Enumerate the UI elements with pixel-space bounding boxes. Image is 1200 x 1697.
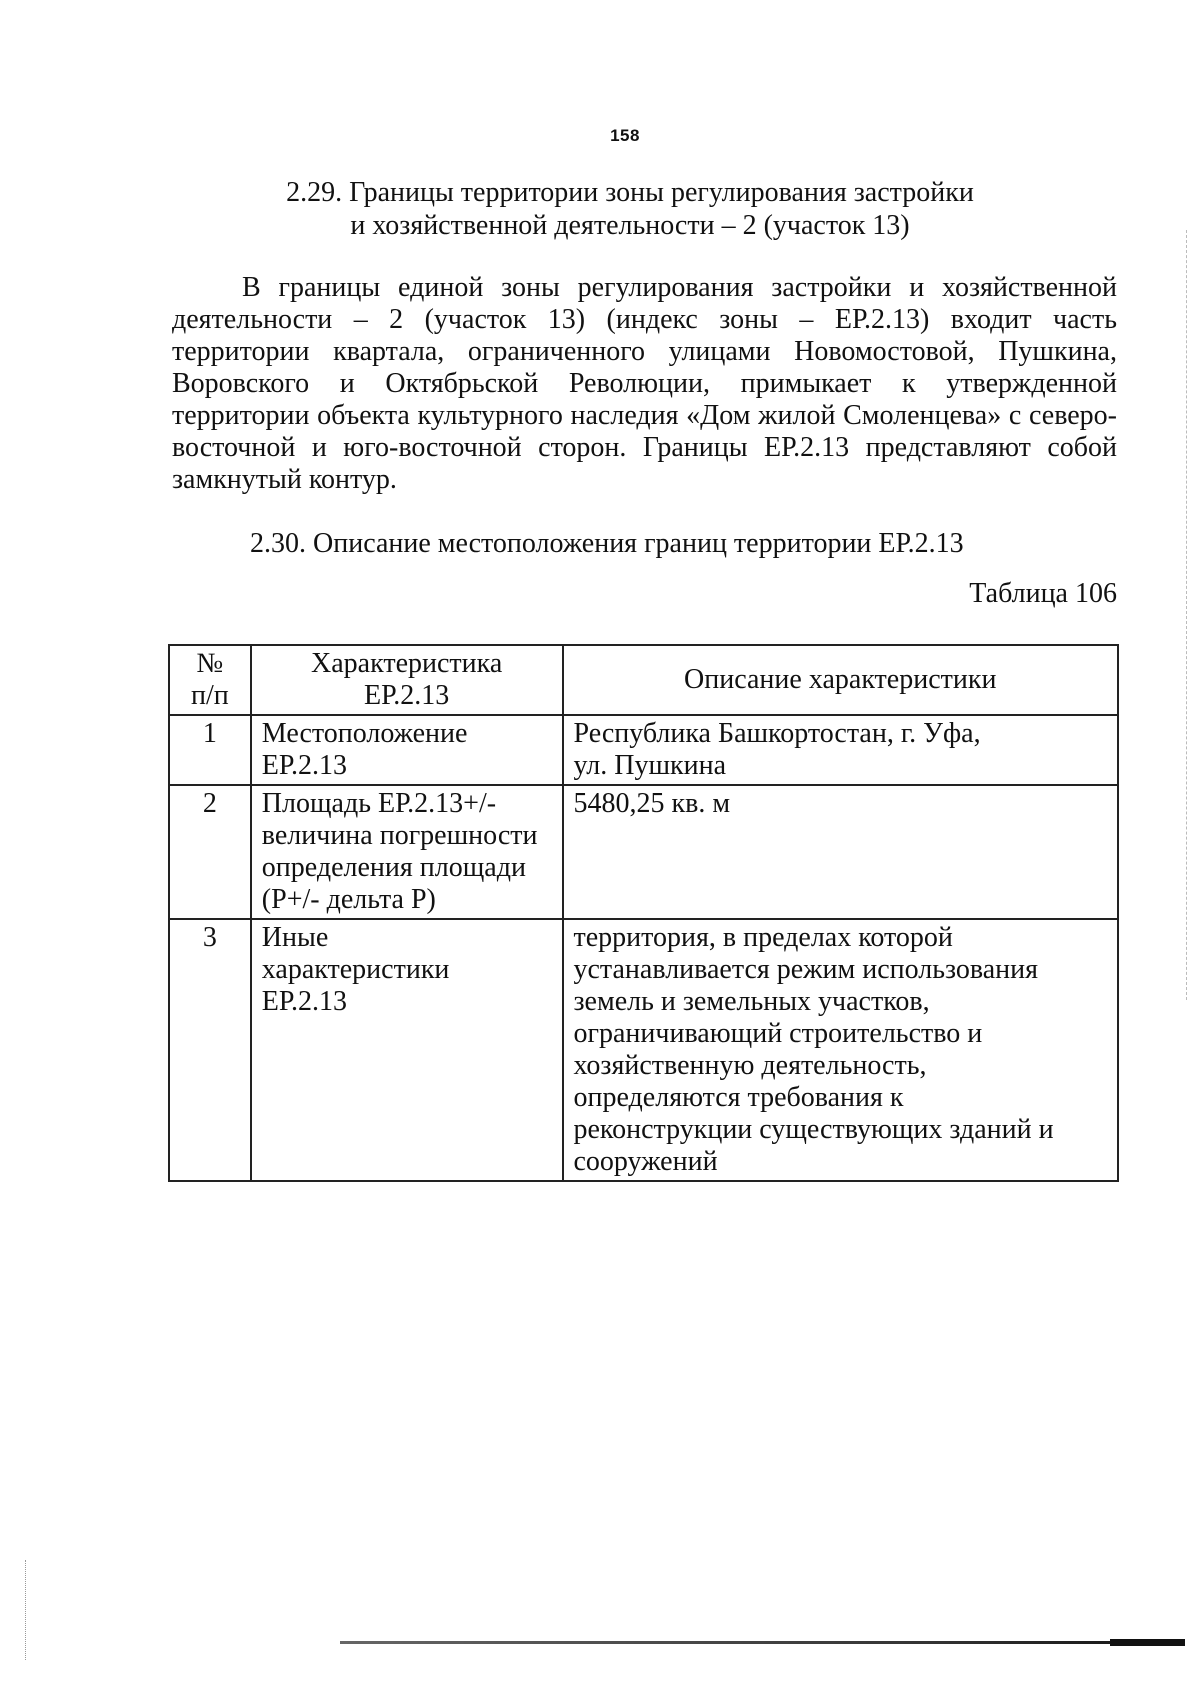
section-heading-line-2: и хозяйственной деятельности – 2 (участок 13) [350, 210, 910, 241]
scan-edge-artifact [1186, 230, 1188, 1000]
scan-bottom-line-thick [1110, 1639, 1185, 1646]
header-number [169, 645, 251, 715]
row-characteristic: Площадь ЕР.2.13+/- величина погрешности определения площади (Р+/- дельта Р) [251, 785, 563, 919]
scan-edge-artifact [25, 1560, 27, 1660]
characteristics-table [168, 644, 1119, 1182]
table-caption: Таблица 106 [969, 578, 1117, 609]
header-characteristic-line-2: ЕР.2.13 [364, 680, 450, 711]
row-description: Республика Башкортостан, г. Уфа, ул. Пушкина [563, 715, 1119, 785]
header-description: Описание характеристики [563, 645, 1119, 715]
section-heading [150, 176, 1110, 242]
row-characteristic: Местоположение ЕР.2.13 [251, 715, 563, 785]
scan-bottom-line [340, 1641, 1185, 1644]
row-number: 3 [169, 919, 251, 1181]
header-number-line-2: п/п [191, 680, 229, 711]
table-row [169, 785, 1118, 919]
section-heading-line-1: 2.29. Границы территории зоны регулирования застройки [286, 177, 974, 208]
table-header-row [169, 645, 1118, 715]
header-number-line-1: № [196, 648, 224, 679]
page-number: 158 [610, 126, 640, 145]
header-characteristic [251, 645, 563, 715]
table-row [169, 919, 1118, 1181]
row-number: 1 [169, 715, 251, 785]
body-paragraph: В границы единой зоны регулирования застройки и хозяйственной деятельности – 2 (участок 13) (индекс зоны – ЕР.2.13) входит часть территории квартала, ограниченного улицами Новомостовой, Пушкина, Воровского и Октябрьской Революции, примыкает к утвержденной территории объекта культурного наследия «Дом жилой Смоленцева» с северо-восточной и юго-восточной сторон. Границы ЕР.2.13 представляют собой замкнутый контур. [172, 272, 1117, 495]
row-characteristic: Иные характеристики ЕР.2.13 [251, 919, 563, 1181]
table-row [169, 715, 1118, 785]
subsection-heading: 2.30. Описание местоположения границ территории ЕР.2.13 [250, 528, 964, 559]
row-number: 2 [169, 785, 251, 919]
row-description: территория, в пределах которой устанавливается режим использования земель и земельных участков, ограничивающий строительство и хозяйственную деятельность, определяются требования к реконструкции существующих зданий и сооружений [563, 919, 1119, 1181]
row-description: 5480,25 кв. м [563, 785, 1119, 919]
header-characteristic-line-1: Характеристика [311, 648, 503, 679]
